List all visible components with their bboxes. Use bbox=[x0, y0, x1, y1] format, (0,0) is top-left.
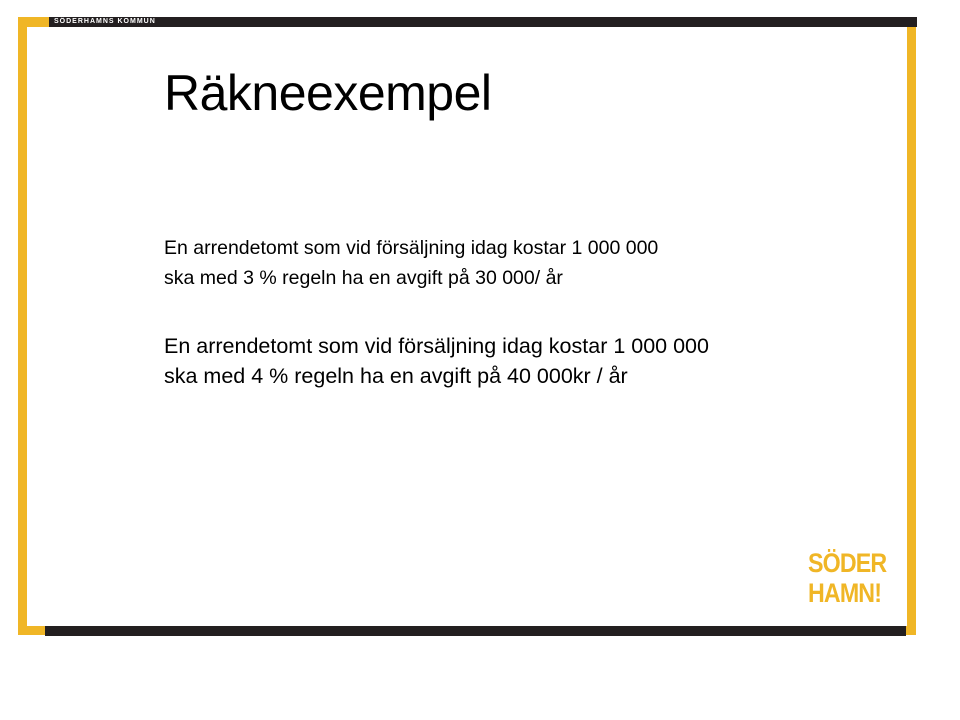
example-2-line-2: ska med 4 % regeln ha en avgift på 40 000kr / år bbox=[164, 364, 628, 388]
slide-title: Räkneexempel bbox=[164, 65, 492, 121]
example-2-line-1: En arrendetomt som vid försäljning idag kostar 1 000 000 bbox=[164, 334, 709, 358]
example-1-line-1: En arrendetomt som vid försäljning idag kostar 1 000 000 bbox=[164, 237, 659, 259]
soderhamn-logo bbox=[808, 548, 887, 608]
logo-line-1: SÖDER bbox=[808, 548, 887, 578]
header-bar bbox=[49, 17, 917, 27]
frame-corner-left bbox=[18, 17, 49, 27]
footer-bar bbox=[45, 626, 906, 636]
example-1-line-2: ska med 3 % regeln ha en avgift på 30 000/ år bbox=[164, 267, 563, 289]
logo-line-2: HAMN! bbox=[808, 578, 882, 608]
example-paragraph-1 bbox=[164, 233, 804, 293]
example-paragraph-2 bbox=[164, 331, 804, 391]
organization-name: SÖDERHAMNS KOMMUN bbox=[54, 18, 156, 25]
